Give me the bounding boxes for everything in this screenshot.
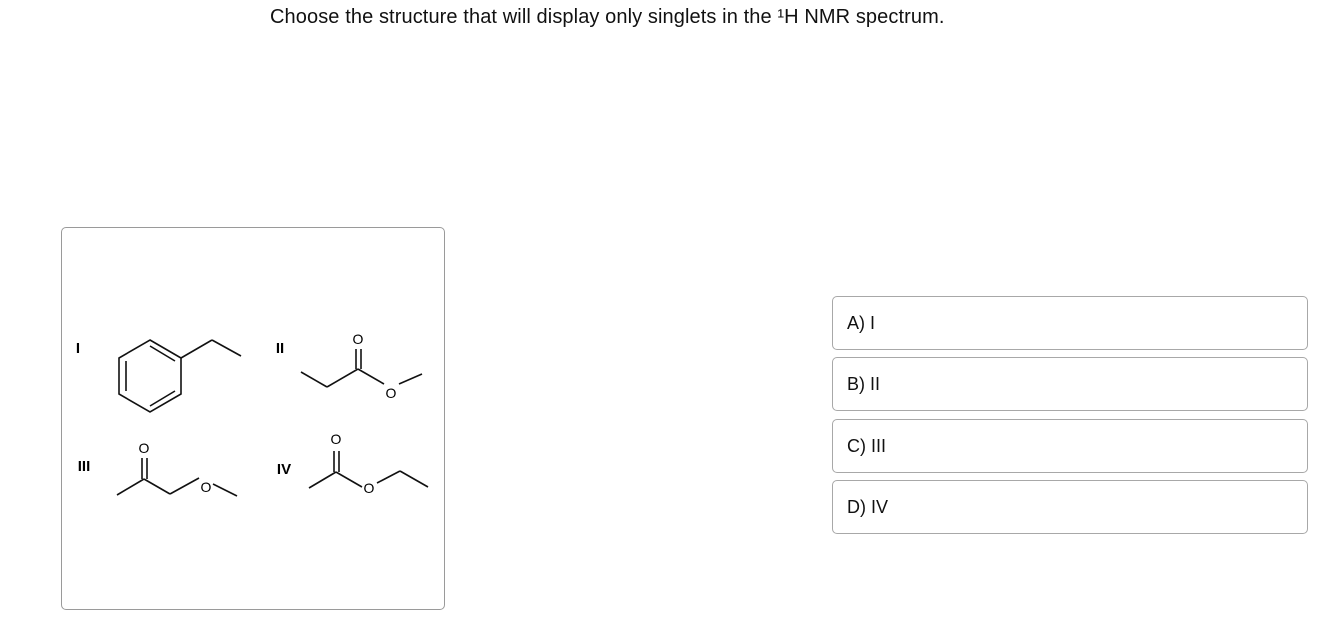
structure-i-numeral: I [75,340,81,357]
structure-iv-numeral: IV [276,461,292,478]
benzene-ring [119,340,241,412]
structure-iv-ester-oxygen: O [363,480,375,496]
answer-option-a[interactable] [832,296,1308,350]
question-text: Choose the structure that will display only singlets in the ¹H NMR spectrum. [270,6,945,28]
structure-iv-carbonyl-oxygen: O [330,431,342,447]
chemical-structures-figure [62,228,444,609]
structure-iii-ester-oxygen: O [200,479,212,495]
structure-iii-numeral: III [77,458,91,475]
answer-option-b-label: B) II [847,374,881,394]
answer-option-d[interactable] [832,480,1308,534]
structure-iii [78,440,237,496]
structure-panel [61,227,445,610]
structure-iv [277,431,428,496]
structure-ii-carbonyl-oxygen: O [352,331,364,347]
structure-ii-numeral: II [275,340,285,357]
answer-option-d-label: D) IV [847,497,889,517]
structure-ii [276,331,422,401]
structure-i [76,340,241,412]
structure-iii-carbonyl-oxygen: O [138,440,150,456]
structure-ii-ester-oxygen: O [385,385,397,401]
answer-option-a-label: A) I [847,313,876,333]
answer-option-c[interactable] [832,419,1308,473]
answer-option-c-label: C) III [847,436,886,456]
answer-option-b[interactable] [832,357,1308,411]
